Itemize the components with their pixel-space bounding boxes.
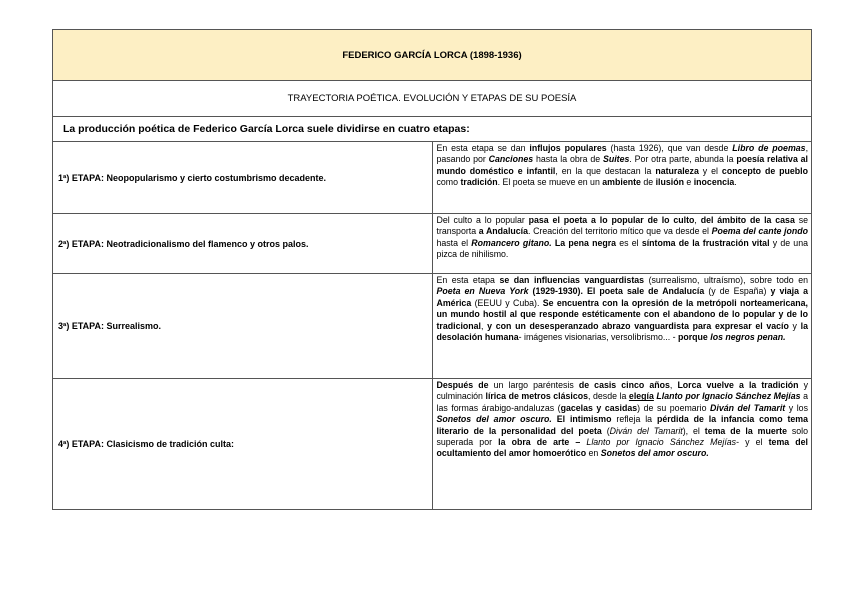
text-run: concepto de pueblo (721, 165, 809, 176)
stage-description (432, 142, 812, 214)
text-run: refleja la (611, 414, 657, 425)
text-run: , (694, 215, 701, 225)
text-run: es el (616, 237, 642, 248)
text-run: Libro de poemas (732, 143, 806, 153)
stage-label: 3ª) ETAPA: Surrealismo. (53, 274, 433, 379)
text-run: y el (698, 165, 722, 176)
text-run: poesía relativa al mundo doméstico e infantil (436, 154, 809, 176)
text-run: y con un desesperanzado abrazo vanguardista para expresar el vacío (487, 320, 789, 331)
text-run: a Andalucía (478, 226, 528, 237)
text-run: , desde la (588, 391, 629, 402)
text-run: y (788, 320, 801, 331)
text-run: de casis cinco años (578, 380, 670, 390)
text-run: y de una pizca de nihilismo. (436, 237, 808, 260)
text-run: Canciones (488, 154, 534, 165)
text-run: En esta etapa (436, 275, 500, 285)
text-run: un largo paréntesis (488, 380, 579, 390)
text-run: Diván del Tamarit (609, 425, 683, 436)
text-run: la desolación humana (436, 320, 809, 343)
text-run: ), el (682, 425, 705, 436)
stage-row (53, 379, 812, 510)
text-run: . Por otra parte, abunda la (629, 154, 737, 165)
text-run: pérdida de la infancia como tema literario de la personalidad del poeta (436, 414, 809, 436)
text-run: (hasta 1926), que van desde (606, 143, 733, 153)
text-run: Sonetos del amor oscuro. (436, 414, 552, 425)
text-run: Lorca vuelve a la tradición (677, 380, 799, 390)
text-run: se transporta (436, 215, 808, 237)
text-run: elegía (628, 391, 654, 402)
text-run: Suites (603, 154, 630, 165)
text-run: los negros penan. (710, 332, 786, 343)
text-run: - imágenes visionarias, versolibrismo... - (518, 332, 678, 343)
text-run: influjos populares (529, 143, 607, 153)
text-run: porque (678, 332, 711, 343)
text-run: (1929-1930). El poeta sale de Andalucía (528, 286, 705, 297)
text-run: En esta etapa se dan (436, 143, 530, 153)
text-run: ( (601, 425, 610, 436)
text-run: Llanto por Ignacio Sánchez Mejías (656, 391, 801, 402)
text-run: ) de su poemario (637, 402, 711, 413)
stage-description (432, 274, 812, 379)
text-run: tema de la muerte (704, 425, 787, 436)
text-run: pasa el poeta a lo popular de lo culto (528, 215, 695, 225)
text-run: en (586, 448, 601, 459)
stage-row (53, 214, 812, 274)
intro-text: La producción poética de Federico García Lorca suele dividirse en cuatro etapas: (53, 117, 812, 142)
text-run: Se encuentra con la opresión de la metrópoli norteamericana, un mundo hostil al que responde estéticamente con el abandono de lo popular y de lo tradicional (436, 297, 808, 331)
text-run: (surrealismo, ultraísmo), sobre todo en (644, 275, 808, 285)
text-run: y viaja a América (436, 286, 808, 308)
text-run: Después de (436, 380, 489, 390)
text-run: , pasando por (436, 143, 809, 165)
text-run: El intimismo (556, 414, 612, 425)
text-run: . (734, 177, 737, 188)
text-run: inocencia (693, 177, 735, 188)
stage-label: 1ª) ETAPA: Neopopularismo y cierto costumbrismo decadente. (53, 142, 433, 214)
text-run: (EEUU y Cuba). (471, 297, 543, 308)
text-run: , (669, 380, 678, 390)
text-run: Sonetos del amor oscuro. (600, 448, 709, 459)
stage-description (432, 214, 812, 274)
text-run: hasta el (436, 237, 472, 248)
text-run: , (480, 320, 488, 331)
text-run: tradición (460, 177, 498, 188)
poetry-stages-table (52, 29, 812, 510)
text-run: La pena negra (554, 237, 617, 248)
text-run: síntoma de la frustración vital (641, 237, 770, 248)
text-run: y culminación (436, 380, 809, 402)
stage-description (432, 379, 812, 510)
text-run: la obra de arte – (498, 437, 587, 448)
text-run: como (436, 177, 461, 188)
text-run: del ámbito de la casa (700, 215, 795, 225)
text-run: hasta la obra de (533, 154, 603, 165)
text-run: Poema del cante jondo (711, 226, 808, 237)
text-run: se dan influencias vanguardistas (499, 275, 645, 285)
stage-row (53, 274, 812, 379)
document-title: FEDERICO GARCÍA LORCA (1898-1936) (53, 30, 812, 81)
text-run: de (640, 177, 656, 188)
text-run: Romancero gitano. (471, 237, 552, 248)
text-run: - y el (736, 437, 769, 448)
text-run: gacelas y casidas (560, 402, 638, 413)
text-run: lírica de metros clásicos (485, 391, 589, 402)
stage-row (53, 142, 812, 214)
stage-label: 2ª) ETAPA: Neotradicionalismo del flamenco y otros palos. (53, 214, 433, 274)
text-run: Del culto a lo popular (436, 215, 529, 225)
text-run: Diván del Tamarit (710, 402, 786, 413)
text-run: Poeta en Nueva York (436, 286, 529, 297)
text-run: solo superada por (436, 425, 809, 448)
text-run: ambiente (602, 177, 641, 188)
stage-label: 4ª) ETAPA: Clasicismo de tradición culta: (53, 379, 433, 510)
text-run: . Creación del territorio mítico que va desde el (528, 226, 712, 237)
text-run: . El poeta se mueve en un (497, 177, 603, 188)
text-run: , en la que destacan la (555, 165, 656, 176)
text-run: tema del ocultamiento del amor homoerótico (436, 437, 808, 459)
text-run: naturaleza (655, 165, 699, 176)
text-run: (y de España) (704, 286, 771, 297)
text-run: Llanto por Ignacio Sánchez Mejías (586, 437, 737, 448)
text-run: ilusión (655, 177, 684, 188)
text-run: y los (785, 402, 808, 413)
text-run: e (683, 177, 694, 188)
document-subtitle: TRAYECTORIA POÉTICA. EVOLUCIÓN Y ETAPAS DE SU POESÍA (53, 81, 812, 117)
text-run: a las formas árabigo-andaluzas ( (436, 391, 808, 413)
